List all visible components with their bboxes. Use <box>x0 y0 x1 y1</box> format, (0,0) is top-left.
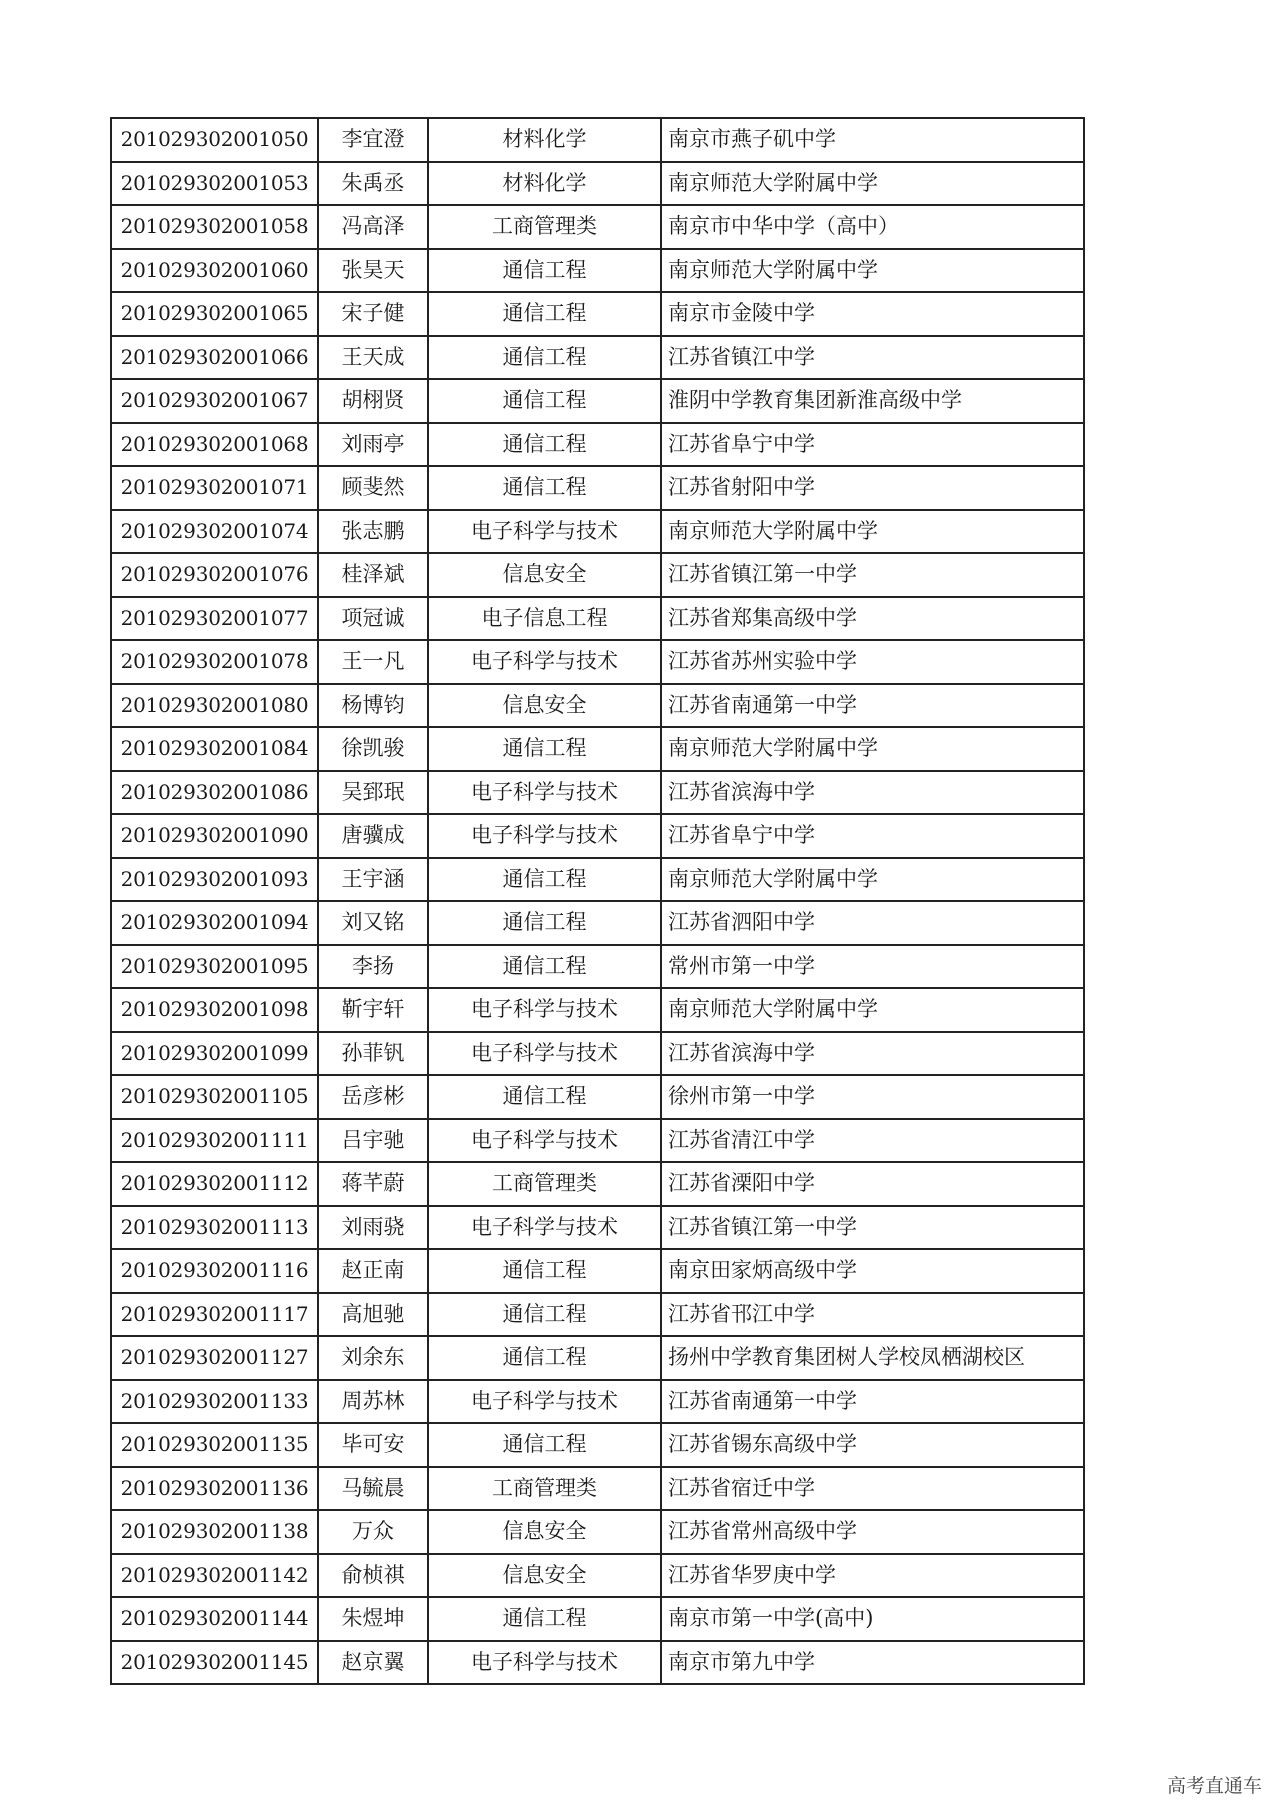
student-name-cell: 王宇涵 <box>318 858 428 902</box>
major-cell: 通信工程 <box>428 1249 661 1293</box>
major-cell: 材料化学 <box>428 162 661 206</box>
candidate-id-cell: 201029302001133 <box>111 1380 318 1424</box>
candidate-id-cell: 201029302001145 <box>111 1641 318 1685</box>
table-row <box>111 379 1084 423</box>
candidate-id-cell: 201029302001077 <box>111 597 318 641</box>
school-cell: 南京师范大学附属中学 <box>661 510 1084 554</box>
student-name-cell: 万众 <box>318 1510 428 1554</box>
major-cell: 信息安全 <box>428 1510 661 1554</box>
school-cell: 江苏省锡东高级中学 <box>661 1423 1084 1467</box>
school-cell: 南京市燕子矶中学 <box>661 118 1084 162</box>
student-name-cell: 孙菲钒 <box>318 1032 428 1076</box>
school-cell: 江苏省南通第一中学 <box>661 1380 1084 1424</box>
candidate-id-cell: 201029302001094 <box>111 901 318 945</box>
candidate-id-cell: 201029302001058 <box>111 205 318 249</box>
student-name-cell: 吕宇驰 <box>318 1119 428 1163</box>
table-row <box>111 1467 1084 1511</box>
candidate-id-cell: 201029302001066 <box>111 336 318 380</box>
candidate-id-cell: 201029302001080 <box>111 684 318 728</box>
student-name-cell: 靳宇轩 <box>318 988 428 1032</box>
student-name-cell: 项冠诚 <box>318 597 428 641</box>
table-row <box>111 684 1084 728</box>
candidate-id-cell: 201029302001071 <box>111 466 318 510</box>
major-cell: 通信工程 <box>428 423 661 467</box>
student-name-cell: 张志鹏 <box>318 510 428 554</box>
major-cell: 信息安全 <box>428 553 661 597</box>
table-row <box>111 1162 1084 1206</box>
table-row <box>111 466 1084 510</box>
school-cell: 淮阴中学教育集团新淮高级中学 <box>661 379 1084 423</box>
table-row <box>111 640 1084 684</box>
student-name-cell: 胡栩贤 <box>318 379 428 423</box>
table-row <box>111 727 1084 771</box>
table-row <box>111 205 1084 249</box>
school-cell: 江苏省邗江中学 <box>661 1293 1084 1337</box>
school-cell: 南京师范大学附属中学 <box>661 162 1084 206</box>
table-row <box>111 1510 1084 1554</box>
student-name-cell: 刘雨亭 <box>318 423 428 467</box>
major-cell: 电子科学与技术 <box>428 1380 661 1424</box>
table-row <box>111 162 1084 206</box>
school-cell: 南京师范大学附属中学 <box>661 858 1084 902</box>
student-name-cell: 张昊天 <box>318 249 428 293</box>
major-cell: 信息安全 <box>428 684 661 728</box>
major-cell: 电子科学与技术 <box>428 640 661 684</box>
student-name-cell: 赵正南 <box>318 1249 428 1293</box>
student-name-cell: 朱煜坤 <box>318 1597 428 1641</box>
candidate-id-cell: 201029302001076 <box>111 553 318 597</box>
major-cell: 通信工程 <box>428 379 661 423</box>
table-row <box>111 1293 1084 1337</box>
major-cell: 电子科学与技术 <box>428 771 661 815</box>
candidate-id-cell: 201029302001060 <box>111 249 318 293</box>
major-cell: 通信工程 <box>428 1423 661 1467</box>
major-cell: 通信工程 <box>428 1597 661 1641</box>
major-cell: 通信工程 <box>428 1293 661 1337</box>
table-row <box>111 292 1084 336</box>
major-cell: 通信工程 <box>428 1075 661 1119</box>
candidate-id-cell: 201029302001095 <box>111 945 318 989</box>
candidate-id-cell: 201029302001086 <box>111 771 318 815</box>
school-cell: 南京市金陵中学 <box>661 292 1084 336</box>
table-row <box>111 1597 1084 1641</box>
table-row <box>111 771 1084 815</box>
school-cell: 江苏省滨海中学 <box>661 771 1084 815</box>
school-cell: 江苏省射阳中学 <box>661 466 1084 510</box>
school-cell: 江苏省滨海中学 <box>661 1032 1084 1076</box>
major-cell: 工商管理类 <box>428 1162 661 1206</box>
table-row <box>111 1206 1084 1250</box>
major-cell: 电子科学与技术 <box>428 510 661 554</box>
student-name-cell: 冯高泽 <box>318 205 428 249</box>
candidate-id-cell: 201029302001142 <box>111 1554 318 1598</box>
table-row <box>111 1641 1084 1685</box>
student-name-cell: 桂泽斌 <box>318 553 428 597</box>
candidate-id-cell: 201029302001127 <box>111 1336 318 1380</box>
candidate-id-cell: 201029302001093 <box>111 858 318 902</box>
table-row <box>111 553 1084 597</box>
school-cell: 南京市第一中学(高中) <box>661 1597 1084 1641</box>
major-cell: 通信工程 <box>428 727 661 771</box>
major-cell: 电子科学与技术 <box>428 814 661 858</box>
table-row <box>111 1249 1084 1293</box>
candidate-id-cell: 201029302001116 <box>111 1249 318 1293</box>
table-row <box>111 1423 1084 1467</box>
student-name-cell: 马毓晨 <box>318 1467 428 1511</box>
student-name-cell: 岳彦彬 <box>318 1075 428 1119</box>
major-cell: 信息安全 <box>428 1554 661 1598</box>
school-cell: 江苏省镇江第一中学 <box>661 553 1084 597</box>
candidate-id-cell: 201029302001111 <box>111 1119 318 1163</box>
school-cell: 常州市第一中学 <box>661 945 1084 989</box>
student-name-cell: 顾斐然 <box>318 466 428 510</box>
table-body <box>111 118 1084 1684</box>
school-cell: 江苏省南通第一中学 <box>661 684 1084 728</box>
major-cell: 材料化学 <box>428 118 661 162</box>
student-name-cell: 徐凯骏 <box>318 727 428 771</box>
school-cell: 南京田家炳高级中学 <box>661 1249 1084 1293</box>
school-cell: 南京市中华中学（高中） <box>661 205 1084 249</box>
student-name-cell: 毕可安 <box>318 1423 428 1467</box>
table-row <box>111 945 1084 989</box>
school-cell: 南京师范大学附属中学 <box>661 249 1084 293</box>
table-row <box>111 1554 1084 1598</box>
school-cell: 江苏省苏州实验中学 <box>661 640 1084 684</box>
school-cell: 江苏省溧阳中学 <box>661 1162 1084 1206</box>
candidate-id-cell: 201029302001084 <box>111 727 318 771</box>
student-name-cell: 赵京翼 <box>318 1641 428 1685</box>
major-cell: 通信工程 <box>428 336 661 380</box>
student-name-cell: 蒋芊蔚 <box>318 1162 428 1206</box>
student-name-cell: 俞桢祺 <box>318 1554 428 1598</box>
candidate-id-cell: 201029302001050 <box>111 118 318 162</box>
major-cell: 电子科学与技术 <box>428 1641 661 1685</box>
candidate-id-cell: 201029302001067 <box>111 379 318 423</box>
school-cell: 江苏省郑集高级中学 <box>661 597 1084 641</box>
student-name-cell: 朱禹丞 <box>318 162 428 206</box>
major-cell: 通信工程 <box>428 945 661 989</box>
major-cell: 通信工程 <box>428 292 661 336</box>
student-name-cell: 刘又铭 <box>318 901 428 945</box>
table-row <box>111 597 1084 641</box>
school-cell: 南京市第九中学 <box>661 1641 1084 1685</box>
student-name-cell: 李宜澄 <box>318 118 428 162</box>
table-row <box>111 1075 1084 1119</box>
watermark-text: 高考直通车 <box>1166 1775 1262 1797</box>
major-cell: 电子科学与技术 <box>428 988 661 1032</box>
student-name-cell: 宋子健 <box>318 292 428 336</box>
table-row <box>111 510 1084 554</box>
school-cell: 江苏省清江中学 <box>661 1119 1084 1163</box>
table-row <box>111 1336 1084 1380</box>
school-cell: 江苏省常州高级中学 <box>661 1510 1084 1554</box>
school-cell: 江苏省宿迁中学 <box>661 1467 1084 1511</box>
student-name-cell: 唐骥成 <box>318 814 428 858</box>
candidate-id-cell: 201029302001074 <box>111 510 318 554</box>
table-row <box>111 901 1084 945</box>
table-row <box>111 249 1084 293</box>
major-cell: 电子信息工程 <box>428 597 661 641</box>
student-name-cell: 王天成 <box>318 336 428 380</box>
candidate-id-cell: 201029302001098 <box>111 988 318 1032</box>
major-cell: 工商管理类 <box>428 205 661 249</box>
candidate-id-cell: 201029302001053 <box>111 162 318 206</box>
school-cell: 南京师范大学附属中学 <box>661 988 1084 1032</box>
table-row <box>111 814 1084 858</box>
table-row <box>111 118 1084 162</box>
candidate-id-cell: 201029302001099 <box>111 1032 318 1076</box>
student-name-cell: 吴郅珉 <box>318 771 428 815</box>
major-cell: 通信工程 <box>428 466 661 510</box>
candidate-id-cell: 201029302001138 <box>111 1510 318 1554</box>
major-cell: 电子科学与技术 <box>428 1119 661 1163</box>
major-cell: 通信工程 <box>428 1336 661 1380</box>
candidate-id-cell: 201029302001090 <box>111 814 318 858</box>
candidate-id-cell: 201029302001135 <box>111 1423 318 1467</box>
major-cell: 工商管理类 <box>428 1467 661 1511</box>
admission-list-table <box>110 117 1085 1685</box>
candidate-id-cell: 201029302001136 <box>111 1467 318 1511</box>
candidate-id-cell: 201029302001113 <box>111 1206 318 1250</box>
student-name-cell: 刘余东 <box>318 1336 428 1380</box>
student-name-cell: 王一凡 <box>318 640 428 684</box>
table-row <box>111 1380 1084 1424</box>
school-cell: 江苏省阜宁中学 <box>661 814 1084 858</box>
major-cell: 电子科学与技术 <box>428 1206 661 1250</box>
table-row <box>111 336 1084 380</box>
school-cell: 江苏省镇江第一中学 <box>661 1206 1084 1250</box>
table-row <box>111 858 1084 902</box>
school-cell: 江苏省镇江中学 <box>661 336 1084 380</box>
school-cell: 江苏省泗阳中学 <box>661 901 1084 945</box>
major-cell: 通信工程 <box>428 901 661 945</box>
table-row <box>111 988 1084 1032</box>
candidate-id-cell: 201029302001078 <box>111 640 318 684</box>
school-cell: 扬州中学教育集团树人学校凤栖湖校区 <box>661 1336 1084 1380</box>
candidate-id-cell: 201029302001112 <box>111 1162 318 1206</box>
student-name-cell: 刘雨骁 <box>318 1206 428 1250</box>
major-cell: 通信工程 <box>428 858 661 902</box>
table-row <box>111 1119 1084 1163</box>
school-cell: 江苏省阜宁中学 <box>661 423 1084 467</box>
candidate-id-cell: 201029302001065 <box>111 292 318 336</box>
student-name-cell: 杨博钧 <box>318 684 428 728</box>
candidate-id-cell: 201029302001117 <box>111 1293 318 1337</box>
candidate-id-cell: 201029302001144 <box>111 1597 318 1641</box>
school-cell: 江苏省华罗庚中学 <box>661 1554 1084 1598</box>
major-cell: 电子科学与技术 <box>428 1032 661 1076</box>
student-name-cell: 高旭驰 <box>318 1293 428 1337</box>
school-cell: 南京师范大学附属中学 <box>661 727 1084 771</box>
table-row <box>111 1032 1084 1076</box>
table-row <box>111 423 1084 467</box>
candidate-id-cell: 201029302001068 <box>111 423 318 467</box>
student-name-cell: 李扬 <box>318 945 428 989</box>
candidate-id-cell: 201029302001105 <box>111 1075 318 1119</box>
major-cell: 通信工程 <box>428 249 661 293</box>
school-cell: 徐州市第一中学 <box>661 1075 1084 1119</box>
student-name-cell: 周苏林 <box>318 1380 428 1424</box>
